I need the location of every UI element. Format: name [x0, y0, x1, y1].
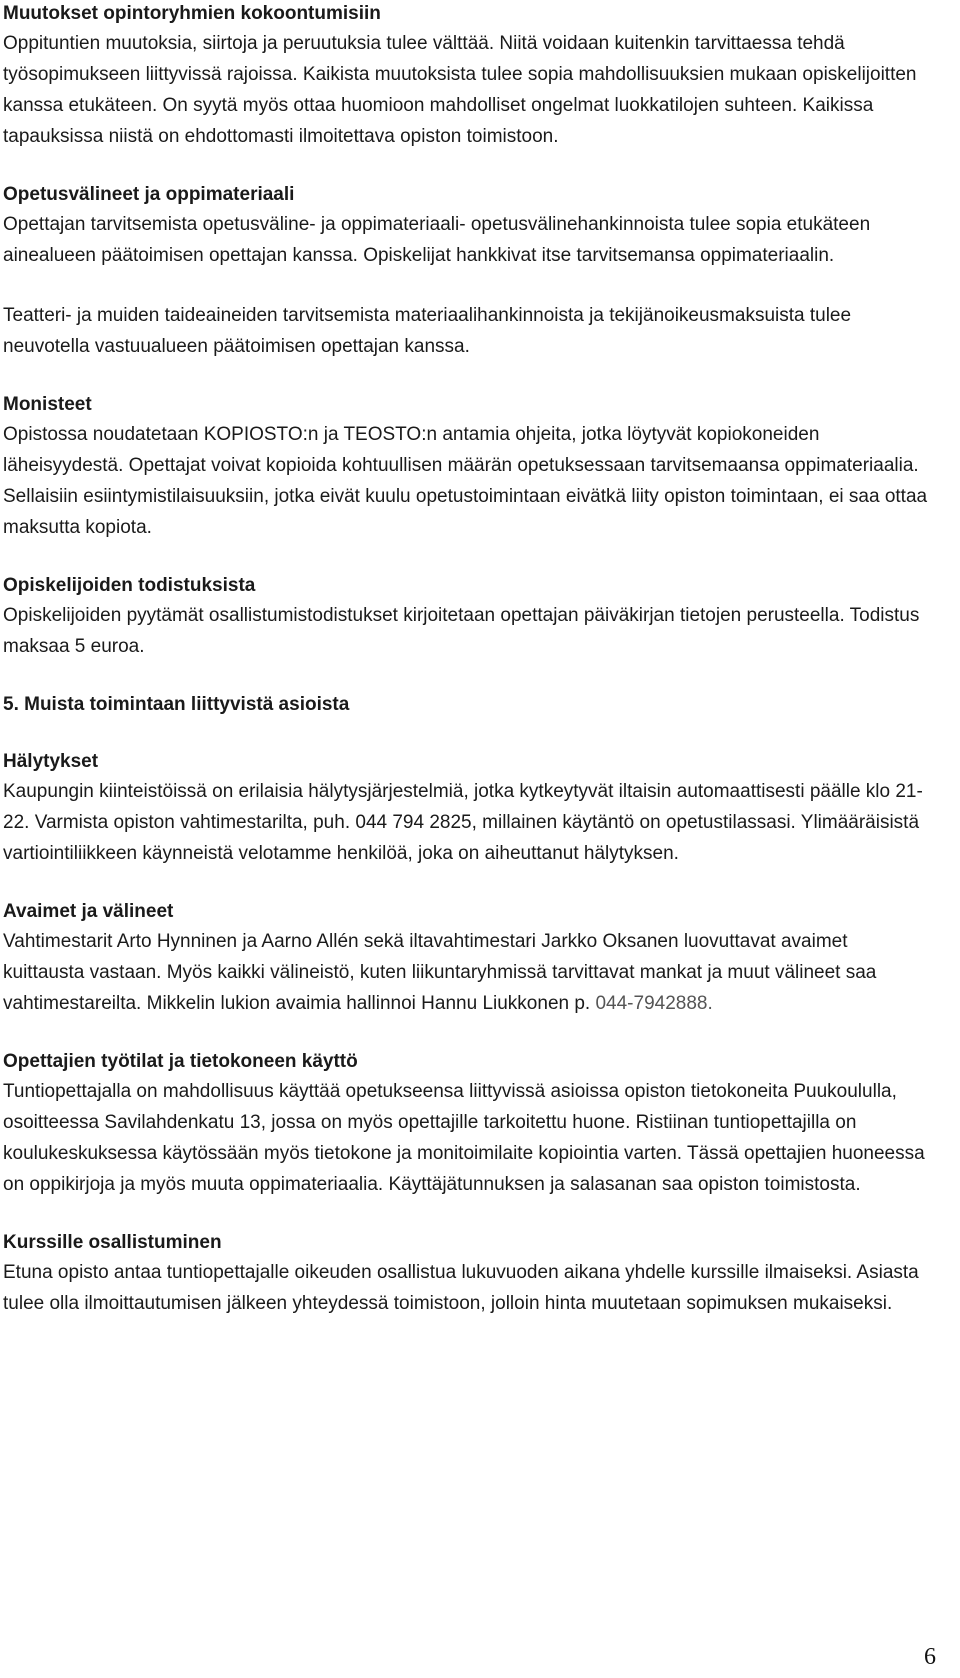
paragraph-handouts: Opistossa noudatetaan KOPIOSTO:n ja TEOSTO:n antamia ohjeita, jotka löytyvät kopiokoneiden läheisyydestä. Opettajat voivat kopioida kohtuullisen määrän opetuksessaan tarvitsemaansa oppimateriaalia. Sellaisiin esiintymistilaisuuksiin, jotka eivät kuulu opetustoimintaan eivätkä liity opiston toimintaan, ei saa ottaa maksutta kopiota.: [3, 424, 928, 538]
paragraph-alarms: Kaupungin kiinteistöissä on erilaisia hälytysjärjestelmiä, jotka kytkeytyvät iltaisin automaattisesti päälle klo 21-22. Varmista opiston vahtimestarilta, puh. 044 794 2825, millainen käytäntö on opetustilassasi. Ylimääräisistä vartiointiliikkeen käynneistä velotamme henkilöä, joka on aiheuttanut hälytyksen.: [3, 781, 923, 864]
section-heading-alarms: Hälytykset: [3, 751, 99, 772]
phone-number: 044-7942888.: [595, 993, 713, 1014]
paragraph-course-participation: Etuna opisto antaa tuntiopettajalle oikeuden osallistua lukuvuoden aikana yhdelle kurssille ilmaiseksi. Asiasta tulee olla ilmoittautumisen jälkeen yhteydessä toimistoon, jolloin hinta muutetaan sopimuksen mukaiseksi.: [3, 1262, 919, 1314]
section-heading-schedule-changes: Muutokset opintoryhmien kokoontumisiin: [3, 3, 381, 24]
paragraph-teaching-materials: Opettajan tarvitsemista opetusväline- ja oppimateriaali- opetusvälinehankinnoista tulee sopia etukäteen ainealueen päätoimisen opettajan kanssa. Opiskelijat hankkivat itse tarvitsemansa oppimateriaalin.: [3, 214, 871, 266]
section-heading-teaching-materials: Opetusvälineet ja oppimateriaali: [3, 184, 295, 205]
section-heading-keys-equipment: Avaimet ja välineet: [3, 901, 174, 922]
paragraph-keys-equipment: [3, 926, 930, 1019]
paragraph-workspaces: Tuntiopettajalla on mahdollisuus käyttää opetukseensa liittyvissä asioissa opiston tietokoneita Puukoululla, osoitteessa Savilahdenkatu 13, jossa on myös opettajille tarkoitettu huone. Ristiinan tuntiopettajilla on koulukeskuksessa käytössään myös tietokone ja monitoimilaite kopiointia varten. Tässä opettajien huoneessa on oppikirjoja ja myös muuta oppimateriaalia. Käyttäjätunnuksen ja salasanan saa opiston toimistosta.: [3, 1081, 925, 1195]
paragraph-schedule-changes: Oppituntien muutoksia, siirtoja ja peruutuksia tulee välttää. Niitä voidaan kuitenkin tarvittaessa tehdä työsopimukseen liittyvissä rajoissa. Kaikista muutoksista tulee sopia mahdollisuuksien mukaan opiskelijoitten kanssa etukäteen. On syytä myös ottaa huomioon mahdolliset ongelmat luokkatilojen suhteen. Kaikissa tapauksissa niistä on ehdottomasti ilmoitettava opiston toimistoon.: [3, 33, 917, 147]
page-number: 6: [924, 1644, 936, 1670]
section-heading-certificates: Opiskelijoiden todistuksista: [3, 575, 256, 596]
chapter-heading-other-matters: 5. Muista toimintaan liittyvistä asioista: [3, 694, 350, 715]
section-heading-course-participation: Kurssille osallistuminen: [3, 1232, 222, 1253]
section-heading-workspaces: Opettajien työtilat ja tietokoneen käyttö: [3, 1051, 358, 1072]
paragraph-art-materials: Teatteri- ja muiden taideaineiden tarvitsemista materiaalihankinnoista ja tekijänoikeusmaksuista tulee neuvotella vastuualueen päätoimisen opettajan kanssa.: [3, 305, 852, 357]
section-heading-handouts: Monisteet: [3, 394, 92, 415]
paragraph-keys-equipment-text: Vahtimestarit Arto Hynninen ja Aarno Allén sekä iltavahtimestari Jarkko Oksanen luovuttavat avaimet kuittausta vastaan. Myös kaikki välineistö, kuten liikuntaryhmissä tarvittavat mankat ja muut välineet saa vahtimestareilta. Mikkelin lukion avaimia hallinnoi Hannu Liukkonen p.: [3, 931, 877, 1014]
paragraph-certificates: Opiskelijoiden pyytämät osallistumistodistukset kirjoitetaan opettajan päiväkirjan tietojen perusteella. Todistus maksaa 5 euroa.: [3, 605, 920, 657]
